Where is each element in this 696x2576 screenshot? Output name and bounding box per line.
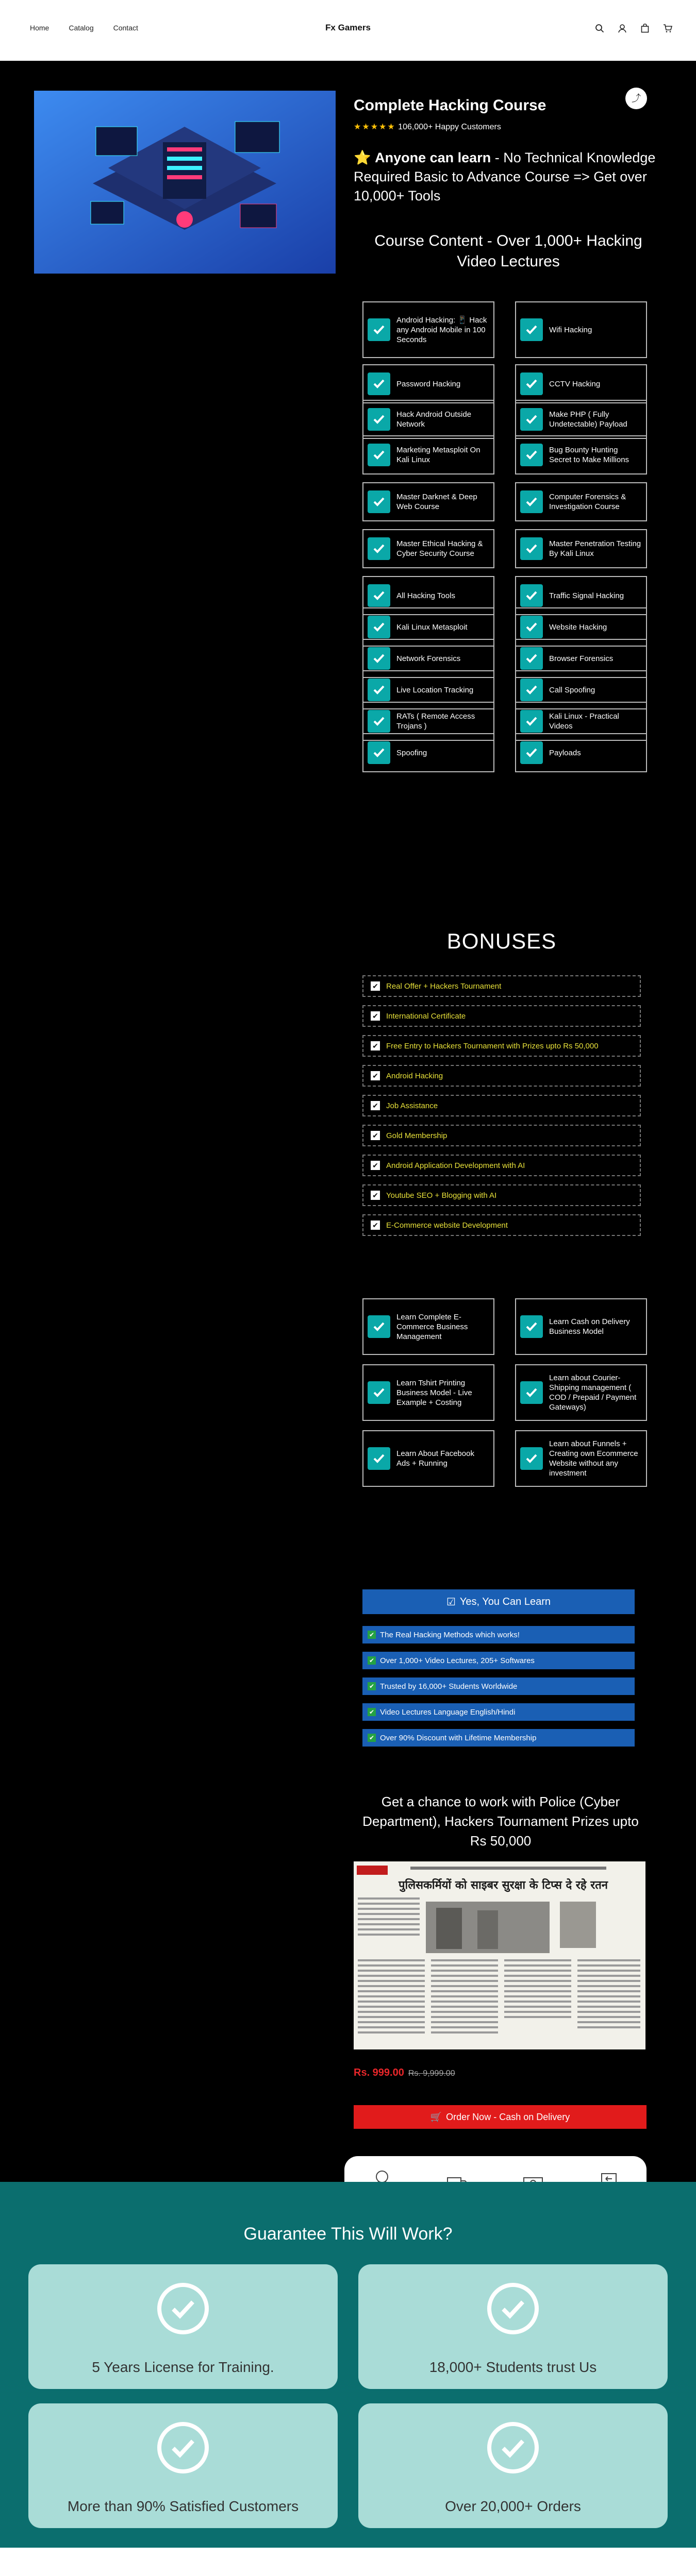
feature-label: Browser Forensics xyxy=(549,654,614,663)
check-icon: ✔ xyxy=(368,1682,376,1690)
feature-tile xyxy=(362,482,494,521)
fact-label: Over 1,000+ Video Lectures, 205+ Softwares xyxy=(380,1656,535,1665)
extra-label: Learn Tshirt Printing Business Model - Live Example + Costing xyxy=(396,1378,472,1407)
feature-label: Password Hacking xyxy=(396,379,461,388)
extra-label: Learn about Courier-Shipping management ( COD / Prepaid / Payment Gateways) xyxy=(549,1374,637,1412)
feature-label: Make PHP ( Fully Undetectable) Payload xyxy=(549,410,627,429)
guarantee-card-students xyxy=(358,2264,668,2389)
check-icon xyxy=(520,584,543,607)
feature-label: All Hacking Tools xyxy=(396,591,455,600)
guarantee-card-license xyxy=(28,2264,338,2389)
check-icon xyxy=(520,444,543,466)
check-icon xyxy=(368,1315,390,1338)
bag-icon[interactable] xyxy=(640,24,650,33)
you-can-learn-label: Yes, You Can Learn xyxy=(459,1596,551,1607)
feature-tile xyxy=(515,364,647,403)
fact-label: The Real Hacking Methods which works! xyxy=(380,1630,520,1639)
feature-label: Live Location Tracking xyxy=(396,685,474,694)
check-icon xyxy=(520,616,543,638)
bonus-item xyxy=(362,975,641,997)
check-icon xyxy=(368,537,390,560)
feature-tile xyxy=(362,301,494,358)
check-icon xyxy=(368,741,390,764)
guarantee-card-label: More than 90% Satisfied Customers xyxy=(67,2498,299,2514)
feature-label: Call Spoofing xyxy=(549,685,595,694)
check-icon: ✔ xyxy=(368,1734,376,1742)
check-icon: ✔ xyxy=(371,1131,380,1140)
feature-label: Kali Linux Metasploit xyxy=(396,622,468,632)
check-icon xyxy=(520,741,543,764)
bonus-label: International Certificate xyxy=(386,1011,466,1021)
check-icon: ✔ xyxy=(371,1011,380,1021)
check-icon xyxy=(368,710,390,733)
feature-tile xyxy=(362,435,494,474)
extra-label: Learn About Facebook Ads + Running xyxy=(396,1449,474,1468)
feature-label: Website Hacking xyxy=(549,622,607,632)
feature-label: Payloads xyxy=(549,748,581,757)
extra-tile xyxy=(515,1298,647,1355)
check-icon xyxy=(520,490,543,513)
check-icon xyxy=(368,444,390,466)
feature-label: Master Ethical Hacking & Cyber Security Course xyxy=(396,539,483,558)
guarantee-section xyxy=(0,2182,696,2548)
bonus-label: Gold Membership xyxy=(386,1131,448,1140)
fact-label: Over 90% Discount with Lifetime Membership xyxy=(380,1733,537,1742)
extra-label: Learn Complete E-Commerce Business Management xyxy=(396,1312,468,1341)
feature-tile xyxy=(515,301,647,358)
bonus-label: Free Entry to Hackers Tournament with Prizes upto Rs 50,000 xyxy=(386,1041,599,1050)
main-nav xyxy=(30,24,138,32)
order-now-button[interactable] xyxy=(354,2105,647,2129)
check-icon xyxy=(368,647,390,670)
feature-tile xyxy=(362,364,494,403)
bonus-item xyxy=(362,1214,641,1236)
guarantee-card-label: Over 20,000+ Orders xyxy=(445,2498,581,2514)
fact-label: Trusted by 16,000+ Students Worldwide xyxy=(380,1682,518,1691)
guarantee-card-satisfied xyxy=(28,2403,338,2528)
product-description: ⭐ Anyone can learn - No Technical Knowledge Required Basic to Advance Course => Get over 10,000+ Tools xyxy=(354,150,656,204)
feature-label: Kali Linux - Practical Videos xyxy=(549,712,619,731)
bonus-label: Job Assistance xyxy=(386,1101,438,1110)
feature-label: Master Darknet & Deep Web Course xyxy=(396,493,477,511)
search-icon[interactable] xyxy=(595,24,604,33)
share-button[interactable] xyxy=(625,88,647,109)
guarantee-card-label: 5 Years License for Training. xyxy=(92,2359,274,2375)
check-icon xyxy=(368,318,390,341)
news-headline: पुलिसकर्मियों को साइबर सुरक्षा के टिप्स दे रहे रतन xyxy=(399,1879,608,1892)
check-icon: ✔ xyxy=(371,1041,380,1050)
check-icon xyxy=(520,372,543,395)
course-content-heading: Course Content - Over 1,000+ Hacking Video Lectures xyxy=(374,232,642,270)
nav-catalog[interactable]: Catalog xyxy=(69,24,94,32)
feature-label: Bug Bounty Hunting Secret to Make Millions xyxy=(549,446,629,464)
bonus-item xyxy=(362,1065,641,1087)
check-icon xyxy=(368,679,390,701)
check-icon: ☑ xyxy=(446,1596,456,1608)
feature-label: Wifi Hacking xyxy=(549,325,592,334)
feature-tile xyxy=(515,529,647,568)
guarantee-card-orders xyxy=(358,2403,668,2528)
feature-label: Spoofing xyxy=(396,748,427,757)
check-icon xyxy=(520,647,543,670)
check-icon: ✔ xyxy=(371,1191,380,1200)
feature-tile xyxy=(362,529,494,568)
cart-icon[interactable] xyxy=(663,24,672,33)
check-circle-icon xyxy=(487,2283,539,2334)
feature-tile xyxy=(515,435,647,474)
feature-label: Hack Android Outside Network xyxy=(396,410,472,429)
rating xyxy=(354,122,501,132)
feature-label: Marketing Metasploit On Kali Linux xyxy=(396,446,480,464)
check-icon: ✔ xyxy=(371,1101,380,1110)
bonuses-heading: BONUSES xyxy=(446,929,557,953)
bonus-item xyxy=(362,1184,641,1206)
feature-label: Traffic Signal Hacking xyxy=(549,591,624,600)
check-icon: ✔ xyxy=(371,1071,380,1080)
feature-tile xyxy=(515,400,647,439)
check-icon xyxy=(520,1315,543,1338)
description-rest: - No Technical Knowledge Required Basic to Advance Course => Get over 10,000+ Tools xyxy=(354,150,656,204)
bonus-label: Android Application Development with AI xyxy=(386,1161,525,1170)
product-title: Complete Hacking Course xyxy=(354,97,546,114)
bonus-item xyxy=(362,1095,641,1116)
bonus-label: Youtube SEO + Blogging with AI xyxy=(386,1191,497,1200)
bonus-item xyxy=(362,1155,641,1176)
site-header xyxy=(0,0,696,61)
check-icon xyxy=(368,490,390,513)
extra-label: Learn about Funnels + Creating own Ecommerce Website without any investment xyxy=(549,1439,638,1478)
extra-tile xyxy=(362,1430,494,1487)
check-icon: ✔ xyxy=(368,1708,376,1716)
check-icon: ✔ xyxy=(368,1656,376,1665)
extra-tile xyxy=(515,1430,647,1487)
check-icon xyxy=(520,710,543,733)
why-learn-section xyxy=(0,2548,696,2576)
feature-tile xyxy=(515,482,647,521)
check-circle-icon xyxy=(157,2422,209,2473)
check-icon xyxy=(368,372,390,395)
rating-text: 106,000+ Happy Customers xyxy=(398,123,501,131)
bonus-label: Real Offer + Hackers Tournament xyxy=(386,981,502,991)
check-circle-icon xyxy=(487,2422,539,2473)
check-circle-icon xyxy=(157,2283,209,2334)
bonus-item xyxy=(362,1035,641,1057)
extra-tile xyxy=(515,1364,647,1421)
feature-tile xyxy=(362,400,494,439)
product-image xyxy=(34,91,336,274)
feature-label: Computer Forensics & Investigation Course xyxy=(549,493,626,511)
fact-item xyxy=(362,1729,635,1747)
rating-stars: ★★★★★ xyxy=(354,123,396,131)
feature-label: RATs ( Remote Access Trojans ) xyxy=(396,712,475,731)
fact-item xyxy=(362,1703,635,1721)
feature-label: Master Penetration Testing By Kali Linux xyxy=(549,539,641,558)
you-can-learn-banner xyxy=(362,1589,635,1614)
check-icon: ✔ xyxy=(368,1631,376,1639)
fact-item xyxy=(362,1677,635,1695)
check-icon: ✔ xyxy=(371,981,380,991)
check-icon xyxy=(368,584,390,607)
check-icon xyxy=(368,1381,390,1404)
police-chance-text: Get a chance to work with Police (Cyber Department), Hackers Tournament Prizes upto Rs 50,000 xyxy=(362,1794,639,1849)
cart-icon: 🛒 xyxy=(430,2111,442,2122)
site-logo[interactable]: Fx Gamers xyxy=(325,23,371,32)
nav-contact[interactable]: Contact xyxy=(113,24,138,32)
check-icon xyxy=(520,679,543,701)
user-icon[interactable] xyxy=(618,24,627,33)
fact-label: Video Lectures Language English/Hindi xyxy=(380,1707,516,1717)
bonus-label: E-Commerce website Development xyxy=(386,1221,508,1230)
feature-label: Network Forensics xyxy=(396,654,461,663)
check-icon xyxy=(368,616,390,638)
order-now-label: Order Now - Cash on Delivery xyxy=(446,2111,570,2122)
feature-label: Android Hacking: 📱 Hack any Android Mobile in 100 Seconds xyxy=(396,315,487,344)
description-highlight: Anyone can learn xyxy=(375,150,491,165)
check-icon xyxy=(520,318,543,341)
guarantee-card-label: 18,000+ Students trust Us xyxy=(429,2359,597,2375)
product-hero xyxy=(0,61,696,2182)
share-icon: ⤴ xyxy=(632,93,641,104)
header-icons xyxy=(595,24,672,33)
bonus-label: Android Hacking xyxy=(386,1071,443,1080)
bonus-item xyxy=(362,1005,641,1027)
fact-item xyxy=(362,1652,635,1669)
price xyxy=(354,2067,455,2079)
newspaper-clipping xyxy=(354,1861,645,2049)
extra-label: Learn Cash on Delivery Business Model xyxy=(549,1317,630,1336)
compare-price: Rs. 9,999.00 xyxy=(408,2069,455,2078)
check-icon xyxy=(520,408,543,431)
check-icon xyxy=(520,1381,543,1404)
extra-tile xyxy=(362,1298,494,1355)
feature-label: CCTV Hacking xyxy=(549,379,601,388)
check-icon xyxy=(368,408,390,431)
guarantee-title: Guarantee This Will Work? xyxy=(243,2224,453,2244)
check-icon xyxy=(368,1447,390,1470)
extra-tile xyxy=(362,1364,494,1421)
check-icon xyxy=(520,537,543,560)
check-icon: ✔ xyxy=(371,1221,380,1230)
check-icon xyxy=(520,1447,543,1470)
sale-price: Rs. 999.00 xyxy=(354,2067,404,2078)
nav-home[interactable]: Home xyxy=(30,24,49,32)
check-icon: ✔ xyxy=(371,1161,380,1170)
feature-tile xyxy=(515,733,647,772)
fact-item xyxy=(362,1626,635,1643)
bonus-item xyxy=(362,1125,641,1146)
feature-tile xyxy=(362,733,494,772)
